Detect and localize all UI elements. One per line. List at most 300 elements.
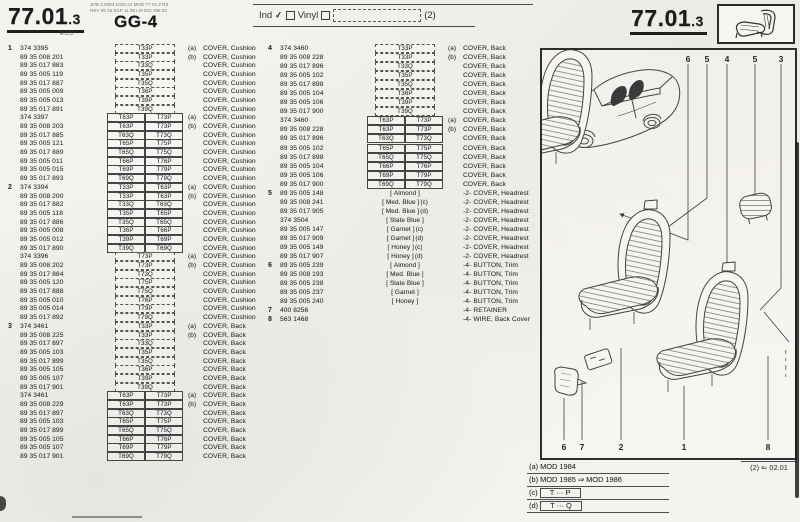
description-cell: [203, 71, 262, 78]
trim-code-cell: [102, 348, 188, 357]
trim-code: T73P: [115, 252, 175, 261]
trim-code-cell: [102, 113, 188, 122]
description-cell: [203, 323, 262, 330]
part-number: 89 35 005 011: [20, 157, 63, 165]
trim-code-cell: [102, 122, 188, 131]
part-number: 89 35 008 200: [20, 192, 64, 200]
description-cell: [203, 392, 262, 399]
description: COVER, Cushion: [203, 166, 256, 174]
part-number: 89 35 017 883: [20, 62, 64, 70]
parts-row: [268, 189, 530, 198]
part-number: 89 35 005 237: [280, 289, 324, 297]
parts-row: [268, 234, 530, 243]
quantity: -4-: [463, 262, 472, 270]
part-number: 89 35 008 225: [20, 331, 64, 339]
parts-row: [8, 287, 262, 296]
description: COVER, Headrest: [473, 207, 529, 215]
trim-code-cell: [102, 374, 188, 383]
trim-code-cell: [102, 304, 188, 313]
trim-code: T33P: [115, 44, 175, 53]
page-number-left-main: 77.01: [8, 3, 69, 29]
color-name: [ Med. Blue ]: [382, 208, 419, 215]
trim-code: T36P: [375, 89, 435, 98]
trim-code-2: T73Q: [145, 131, 183, 140]
trim-code-cell: [102, 435, 188, 444]
trim-code-cell: [102, 174, 188, 183]
part-number: 89 35 017 885: [20, 131, 64, 139]
description: RETAINER: [473, 307, 508, 315]
callout-top: 5: [752, 54, 758, 64]
description-cell: [463, 72, 530, 79]
retainer-part: [584, 348, 612, 370]
part-number: 89 35 017 905: [280, 207, 324, 215]
trim-code-2: T73Q: [145, 409, 183, 418]
description-cell: [203, 158, 262, 165]
description-cell: [203, 106, 262, 113]
legend-box: [527, 461, 669, 513]
trim-code-2: T63Q: [145, 200, 183, 209]
parts-row: [268, 207, 530, 216]
description: COVER, Cushion: [203, 218, 256, 226]
part-number: 89 35 005 106: [280, 171, 324, 179]
description-cell: [203, 227, 262, 234]
part-number: 374 3504: [280, 216, 309, 224]
description-cell: [463, 262, 530, 269]
page-number-right: [630, 7, 707, 35]
trim-code: T33P: [115, 331, 175, 340]
trim-code-2: T76P: [145, 157, 183, 166]
description-cell: [203, 140, 262, 147]
description-cell: [203, 384, 262, 391]
parts-row: [8, 131, 262, 140]
quantity: -2-: [463, 207, 472, 215]
legend-row-d: [527, 500, 669, 513]
legend-row-b: (b) MOD 1985 ⇒ MOD 1986: [527, 474, 669, 487]
description: COVER, Cushion: [203, 175, 256, 183]
description: COVER, Cushion: [203, 279, 256, 287]
trim-code-cell: [362, 144, 448, 153]
color-name: [ Med. Blue ]: [382, 199, 419, 206]
parts-row: [268, 162, 530, 171]
description-cell: [203, 88, 262, 95]
part-number: 89 35 005 118: [20, 209, 63, 217]
parts-row: [8, 44, 262, 53]
trim-code: T39P: [107, 235, 145, 244]
parts-row: [268, 134, 530, 143]
trim-code-2: T75Q: [145, 148, 183, 157]
parts-row: [8, 444, 262, 453]
part-number: 89 35 005 107: [20, 374, 64, 382]
description-cell: [203, 401, 262, 408]
quantity: -2-: [463, 216, 472, 224]
trim-code-2: T79P: [145, 165, 183, 174]
trim-code-cell: [362, 226, 448, 233]
trim-code-cell: [102, 339, 188, 348]
trim-code-2: T73P: [145, 122, 183, 131]
trim-code: T65P: [107, 417, 145, 426]
part-number: 89 35 005 102: [280, 72, 324, 80]
trim-code: T65Q: [367, 153, 405, 162]
description-cell: [203, 236, 262, 243]
part-number: 89 35 005 120: [20, 279, 64, 287]
trim-code: T79P: [115, 304, 175, 313]
trim-code: T33Q: [375, 62, 435, 71]
trim-code-cell: [102, 192, 188, 201]
trim-code: T65P: [107, 139, 145, 148]
trim-code-cell: [362, 280, 448, 287]
description: COVER, Cushion: [203, 192, 256, 200]
trim-code-cell: [102, 270, 188, 279]
callout-bottom: 6: [561, 442, 567, 452]
part-number: 89 35 005 238: [280, 280, 324, 288]
trim-code-cell: [102, 365, 188, 374]
description-cell: [203, 279, 262, 286]
trim-code-cell: [102, 278, 188, 287]
model-note: (a): [448, 45, 457, 53]
page-number-right-sub: .3: [691, 13, 704, 29]
description: COVER, Back: [203, 348, 246, 356]
trim-code: T63P: [367, 116, 405, 125]
quantity: -2-: [463, 235, 472, 242]
trim-code-cell: [102, 79, 188, 88]
parts-row: [8, 174, 262, 183]
parts-row: [8, 96, 262, 105]
part-number: 89 35 005 147: [280, 225, 324, 233]
trim-code-cell: [362, 208, 448, 215]
part-number: 374 3460: [280, 45, 309, 53]
parts-row: [8, 53, 262, 62]
trim-code-cell: [102, 157, 188, 166]
parts-row: [268, 225, 530, 234]
part-number: 89 35 005 014: [20, 305, 64, 313]
description: COVER, Back: [203, 322, 246, 330]
parts-row: [268, 261, 530, 270]
quantity: -2-: [463, 189, 472, 197]
parts-row: [8, 322, 262, 331]
part-number: 89 35 017 898: [280, 81, 324, 89]
description: COVER, Cushion: [203, 123, 256, 131]
trim-code-cell: [362, 289, 448, 296]
color-note: (d): [420, 207, 429, 215]
description: COVER, Cushion: [203, 70, 256, 78]
part-number: 89 35 008 201: [20, 53, 64, 61]
description-cell: [463, 54, 530, 61]
parts-row: [8, 244, 262, 253]
part-number: 89 35 005 103: [20, 418, 64, 426]
trim-code-2: T73P: [145, 400, 183, 409]
quantity: -4-: [463, 298, 472, 306]
description-cell: [203, 366, 262, 373]
trim-code-cell: [102, 53, 188, 62]
trim-code-2: T79Q: [405, 180, 443, 189]
description-cell: [203, 358, 262, 365]
part-number: 89 35 005 012: [20, 235, 64, 243]
trim-code-cell: [102, 244, 188, 253]
description-cell: [203, 410, 262, 417]
part-number: 89 35 017 900: [280, 108, 324, 116]
trim-code-cell: [102, 322, 188, 331]
callout-top: 4: [724, 54, 730, 64]
trim-code-cell: [362, 107, 448, 116]
legend-row-a: (a) MOD 1984: [527, 461, 669, 474]
color-note: (c): [415, 225, 424, 233]
description: COVER, Back: [463, 144, 506, 152]
parts-row: [268, 216, 530, 225]
part-number: 89 35 017 884: [20, 270, 64, 278]
parts-list-left: [8, 44, 262, 461]
model-note: (a): [188, 253, 197, 261]
description: COVER, Cushion: [203, 314, 256, 322]
part-number: 89 35 005 104: [280, 162, 324, 170]
ind-label: Ind: [259, 10, 273, 21]
quantity: -4-: [463, 280, 472, 288]
color-name: [ Garnet ]: [387, 235, 415, 242]
parts-row: [268, 252, 530, 261]
trim-code-cell: [102, 287, 188, 296]
part-number: 89 35 017 897: [20, 340, 64, 348]
description: COVER, Cushion: [203, 305, 256, 313]
description-cell: [203, 288, 262, 295]
description-cell: [463, 235, 530, 242]
trim-code-2: T73Q: [405, 134, 443, 143]
description: COVER, Back: [463, 63, 506, 71]
part-number: 89 35 017 893: [20, 175, 64, 183]
model-note: (a): [188, 322, 197, 330]
trim-code-cell: [102, 391, 188, 400]
trim-code-cell: [362, 199, 448, 206]
description-cell: [463, 280, 530, 287]
parts-row: [8, 357, 262, 366]
description: COVER, Cushion: [203, 140, 256, 148]
callout-top: 3: [778, 54, 784, 64]
parts-row: [8, 253, 262, 262]
part-number: 89 35 005 148: [280, 189, 324, 197]
trim-code-2: T63P: [145, 192, 183, 201]
trim-code-cell: [362, 125, 448, 134]
legend-c-label: (c): [529, 488, 538, 497]
trim-code-cell: [102, 235, 188, 244]
model-note: (a): [188, 392, 197, 400]
trim-code: T39P: [115, 374, 175, 383]
trim-code-cell: [362, 298, 448, 305]
trim-code-cell: [102, 313, 188, 322]
parts-row: [268, 71, 530, 80]
description-cell: [203, 219, 262, 226]
trim-code-cell: [362, 217, 448, 224]
parts-row: [268, 116, 530, 125]
trim-code-cell: [362, 235, 448, 242]
part-number: 89 35 017 898: [280, 153, 324, 161]
description: COVER, Cushion: [203, 53, 256, 61]
description-cell: [203, 97, 262, 104]
color-name: [ Slate Blue ]: [386, 280, 424, 287]
trim-code-cell: [102, 400, 188, 409]
description: COVER, Cushion: [203, 201, 256, 209]
color-name: [ Almond ]: [390, 190, 420, 197]
color-name: [ Honey ]: [387, 253, 414, 260]
description-cell: [203, 436, 262, 443]
filter-bar-top-rule: [253, 4, 533, 5]
description: COVER, Cushion: [203, 88, 256, 96]
trim-code: T65Q: [107, 148, 145, 157]
check-mark-icon: ✓: [274, 9, 284, 21]
description: COVER, Back: [203, 453, 246, 461]
description-cell: [463, 117, 530, 124]
parts-row: [8, 313, 262, 322]
color-name: [ Med. Blue ]: [386, 271, 423, 278]
trim-code: T69Q: [107, 452, 145, 461]
trim-code: T39Q: [375, 107, 435, 116]
description: COVER, Back: [203, 383, 246, 391]
part-number: 89 35 017 890: [20, 244, 64, 252]
trim-code-cell: [362, 153, 448, 162]
trim-code: T39P: [375, 98, 435, 107]
continuation-reference: (2) ⇐ 02.01: [741, 461, 797, 472]
trim-code: T35Q: [115, 357, 175, 366]
description-cell: [463, 135, 530, 142]
part-number: 89 35 017 896: [280, 135, 324, 143]
trim-code-2: T66P: [145, 226, 183, 235]
part-number: 89 35 005 149: [280, 244, 324, 252]
description: COVER, Cushion: [203, 262, 256, 270]
part-number: 89 35 017 899: [20, 357, 64, 365]
trim-code-cell: [362, 244, 448, 251]
description: COVER, Headrest: [473, 253, 529, 261]
parts-row: [8, 383, 262, 392]
description: COVER, Back: [463, 81, 506, 89]
quantity: -2-: [463, 225, 472, 233]
parts-row: [8, 235, 262, 244]
trim-code-2: T63P: [145, 183, 183, 192]
page-number-right-main: 77.01: [631, 5, 692, 31]
trim-code-2: T79P: [145, 443, 183, 452]
parts-row: [8, 183, 262, 192]
part-number: 89 35 005 103: [20, 348, 64, 356]
page-number-left-sub: .3: [68, 11, 81, 27]
trim-code-cell: [102, 226, 188, 235]
blank-entry-box: [333, 9, 421, 22]
trim-code: T39Q: [107, 244, 145, 253]
description-cell: [203, 271, 262, 278]
parts-row: [268, 315, 530, 324]
part-number: 89 35 017 897: [20, 409, 64, 417]
part-number: 89 35 017 882: [20, 201, 64, 209]
trim-code-cell: [102, 70, 188, 79]
parts-row: [268, 198, 530, 207]
trim-code-cell: [102, 426, 188, 435]
description-cell: [463, 289, 530, 296]
trim-code-2: T79Q: [145, 174, 183, 183]
trim-code: T69Q: [367, 180, 405, 189]
legend-c-codebox: T ··· P: [540, 488, 581, 498]
parts-row: [268, 144, 530, 153]
trim-code-cell: [362, 190, 448, 197]
model-note: (b): [188, 123, 197, 131]
model-note: (b): [188, 192, 197, 200]
trim-code: T35Q: [107, 218, 145, 227]
part-number: 89 35 008 203: [20, 123, 64, 131]
item-number: 5: [268, 189, 272, 197]
quantity: -4-: [463, 316, 472, 324]
parts-row: [8, 435, 262, 444]
trim-code-cell: [102, 296, 188, 305]
description: COVER, Cushion: [203, 227, 256, 235]
trim-code: T39P: [115, 96, 175, 105]
page-number-left-revision: R.C.3: [60, 31, 73, 37]
part-number: 89 35 005 107: [20, 444, 64, 452]
trim-code-cell: [102, 452, 188, 461]
parts-row: [8, 105, 262, 114]
trim-code: T76P: [115, 296, 175, 305]
part-number: 89 35 005 102: [280, 144, 324, 152]
part-number: 374 3397: [20, 114, 49, 122]
description-cell: [203, 201, 262, 208]
trim-code-cell: [102, 209, 188, 218]
trim-code-2: T79Q: [145, 452, 183, 461]
parts-row: [8, 209, 262, 218]
quantity: -4-: [463, 307, 472, 315]
description: COVER, Back: [203, 374, 246, 382]
part-number: 374 3394: [20, 183, 49, 191]
description: COVER, Cushion: [203, 105, 256, 113]
parts-row: [268, 243, 530, 252]
trim-code: T36P: [115, 365, 175, 374]
parts-row: [8, 339, 262, 348]
trim-code-cell: [362, 162, 448, 171]
checkbox-icon: [321, 11, 330, 20]
description-cell: [463, 145, 530, 152]
item-number: 2: [8, 183, 12, 191]
part-number: 89 35 005 121: [20, 140, 64, 148]
parts-row: [268, 89, 530, 98]
parts-row: [268, 180, 530, 189]
parts-row: [8, 331, 262, 340]
parts-row: [8, 409, 262, 418]
parts-row: [268, 44, 530, 53]
trim-code: T33Q: [115, 339, 175, 348]
trim-code: T36P: [107, 226, 145, 235]
trim-code-cell: [102, 417, 188, 426]
description: COVER, Back: [203, 401, 246, 409]
parts-row: [8, 400, 262, 409]
trim-code-2: T73P: [405, 116, 443, 125]
trim-code: T69P: [367, 171, 405, 180]
description: COVER, Cushion: [203, 183, 256, 191]
trim-code: T33P: [107, 192, 145, 201]
trim-button-part: [555, 367, 586, 395]
model-note: (b): [188, 401, 197, 409]
description-cell: [463, 271, 530, 278]
part-number: 89 35 005 239: [280, 262, 324, 270]
description-cell: [463, 163, 530, 170]
model-note: (a): [188, 114, 197, 122]
part-number: 89 35 008 202: [20, 262, 64, 270]
parts-row: [268, 297, 530, 306]
trim-code: T63P: [367, 125, 405, 134]
description-cell: [463, 90, 530, 97]
trim-code: T65Q: [107, 426, 145, 435]
description-cell: [203, 314, 262, 321]
description: COVER, Cushion: [203, 44, 256, 52]
legend-d-label: (d): [529, 501, 539, 510]
parts-row: [8, 270, 262, 279]
description: COVER, Headrest: [473, 216, 529, 224]
description: COVER, Back: [203, 392, 246, 400]
parts-row: [8, 348, 262, 357]
description-cell: [463, 226, 530, 233]
part-number: 89 35 008 229: [20, 401, 64, 409]
description-cell: [463, 316, 530, 323]
